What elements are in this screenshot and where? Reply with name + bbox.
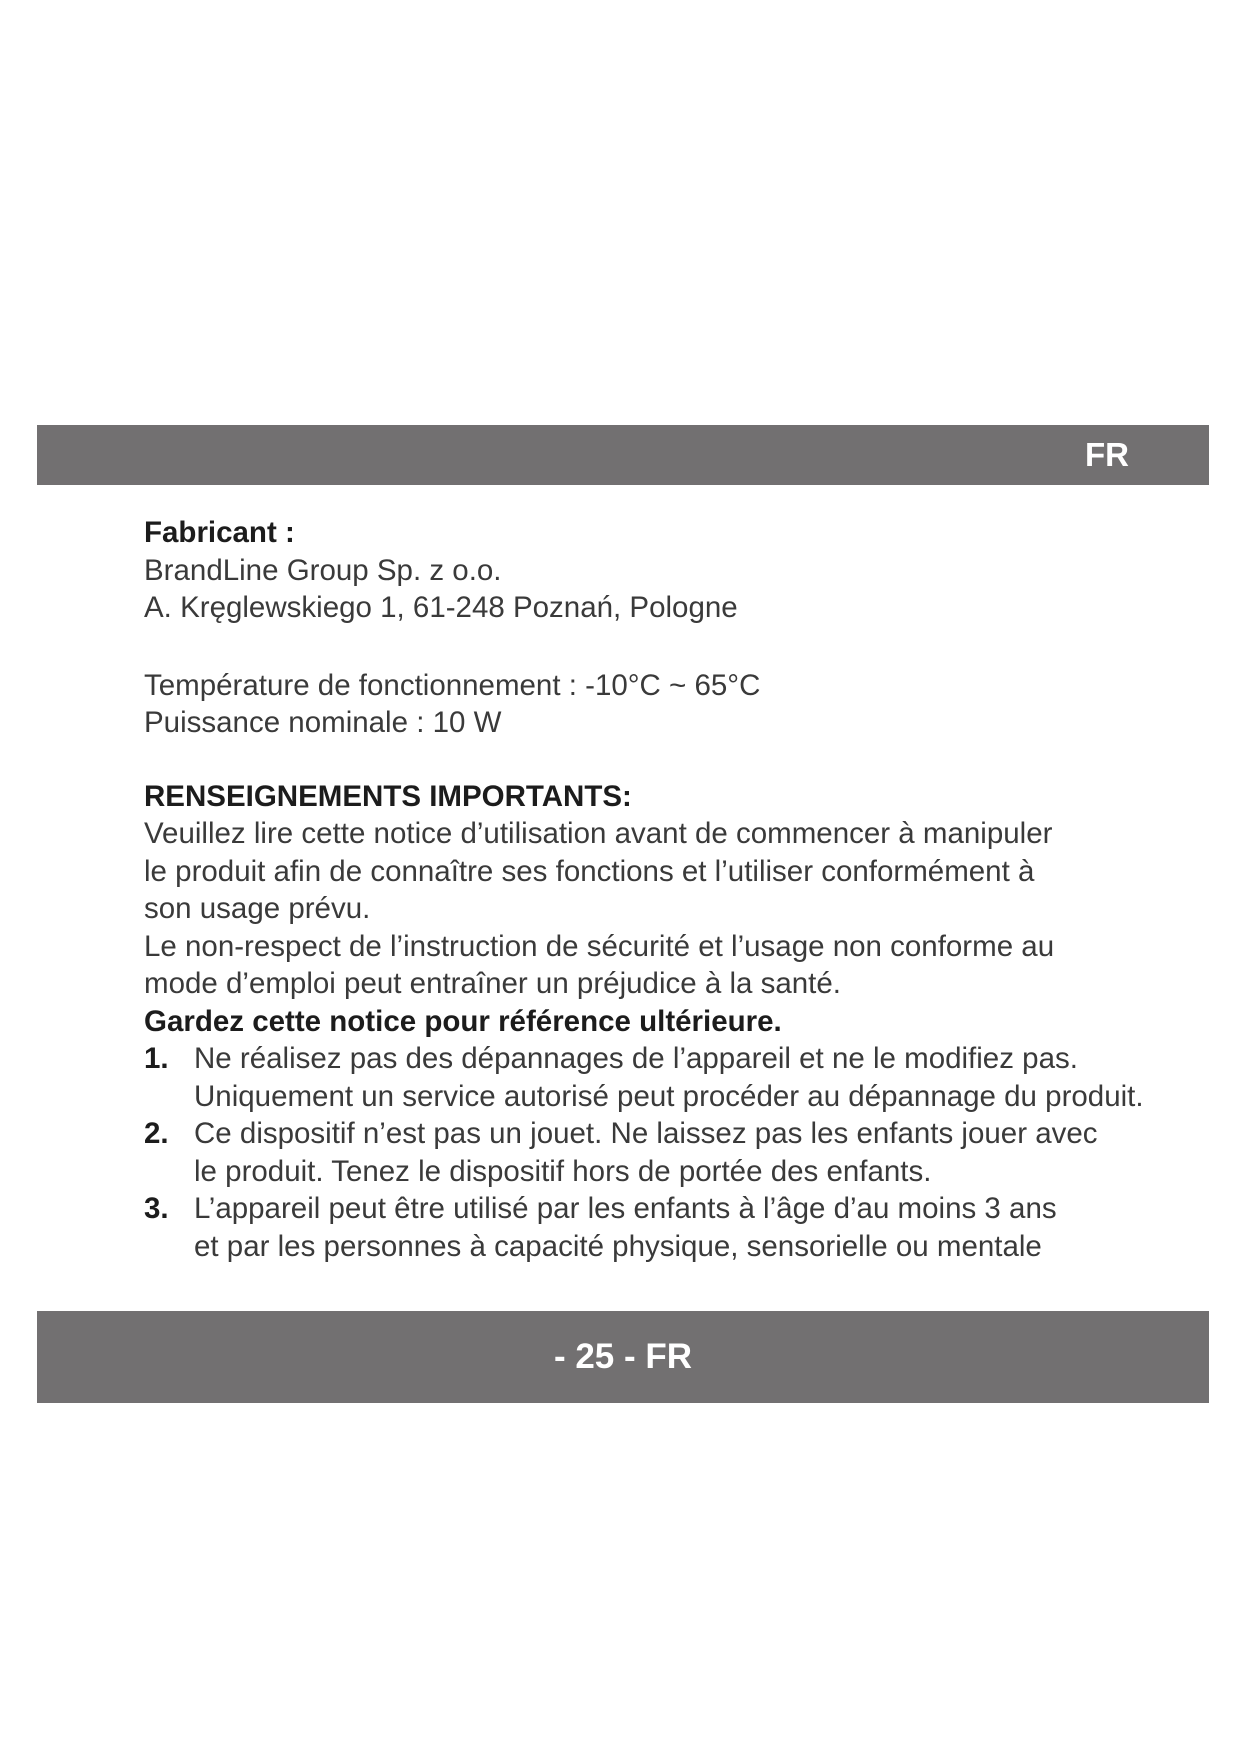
manufacturer-heading: Fabricant :: [144, 516, 295, 549]
list-number: 2.: [144, 1117, 169, 1150]
important-heading: RENSEIGNEMENTS IMPORTANTS:: [144, 779, 632, 813]
list-item: [144, 1115, 1164, 1190]
important-text-line: le produit afin de connaître ses fonctions et l’utiliser conformément à: [144, 854, 1035, 888]
list-item: [144, 1040, 1164, 1115]
list-item-line: le produit. Tenez le dispositif hors de portée des enfants.: [194, 1154, 932, 1188]
manufacturer-company: BrandLine Group Sp. z o.o.: [144, 553, 502, 587]
keep-notice: Gardez cette notice pour référence ultérieure.: [144, 1004, 782, 1038]
list-number: 3.: [144, 1192, 169, 1225]
list-item-line: Ne réalisez pas des dépannages de l’appareil et ne le modifiez pas.: [194, 1042, 1078, 1075]
list-item-line: Ce dispositif n’est pas un jouet. Ne laissez pas les enfants jouer avec: [194, 1117, 1098, 1150]
list-item-line: L’appareil peut être utilisé par les enfants à l’âge d’au moins 3 ans: [194, 1192, 1057, 1225]
important-text-line: Veuillez lire cette notice d’utilisation avant de commencer à manipuler: [144, 817, 1053, 850]
list-item-line: Uniquement un service autorisé peut procéder au dépannage du produit.: [194, 1079, 1144, 1113]
footer-bar: [37, 1311, 1209, 1403]
page-content: [144, 514, 1164, 1265]
list-item-line: et par les personnes à capacité physique, sensorielle ou mentale: [194, 1229, 1042, 1263]
important-text-line: son usage prévu.: [144, 892, 371, 925]
header-bar: [37, 425, 1209, 485]
manufacturer-address: A. Kręglewskiego 1, 61-248 Poznań, Pologne: [144, 591, 738, 624]
spec-power: Puissance nominale : 10 W: [144, 706, 502, 739]
page-number: - 25 - FR: [553, 1337, 693, 1376]
warning-text-line: Le non-respect de l’instruction de sécurité et l’usage non conforme au: [144, 929, 1055, 963]
spec-temperature: Température de fonctionnement : -10°C ~ 65°C: [144, 668, 761, 702]
language-label: FR: [1085, 436, 1129, 473]
list-item: [144, 1190, 1164, 1265]
list-number: 1.: [144, 1042, 169, 1075]
warning-text-line: mode d’emploi peut entraîner un préjudice à la santé.: [144, 967, 841, 1000]
